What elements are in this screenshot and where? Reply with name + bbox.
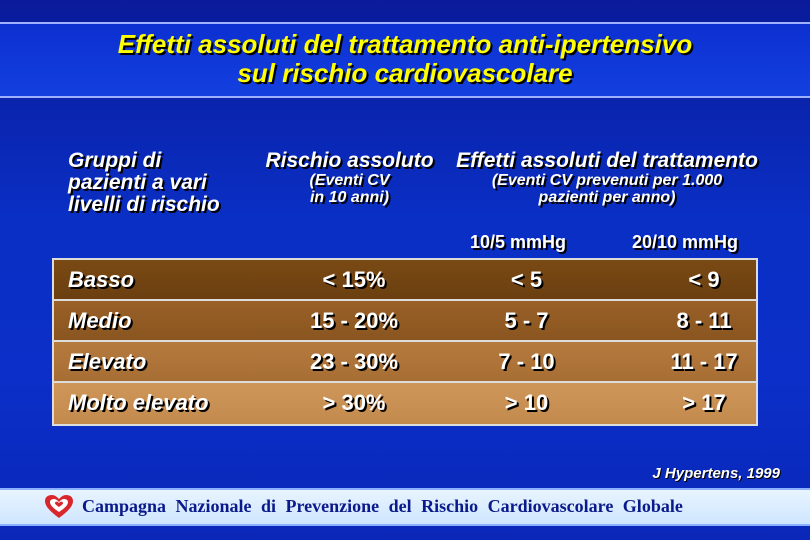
header-risk-title: Rischio assoluto [265, 149, 434, 172]
cell-group: Elevato [68, 349, 147, 374]
header-groups-line: livelli di rischio [68, 193, 220, 216]
header-groups-line: pazienti a vari [68, 171, 207, 194]
cell-effect-10-5: > 10 [504, 390, 549, 415]
cell-effect-20-10: 8 - 11 [676, 308, 732, 333]
header-effects-sub: pazienti per anno) [538, 189, 676, 206]
table-row [54, 383, 756, 424]
header-risk-sub: in 10 anni) [309, 189, 390, 206]
results-table [52, 258, 758, 426]
header-effects [442, 150, 772, 206]
page-title [0, 30, 810, 88]
header-risk [262, 150, 437, 206]
header-groups-line: Gruppi di [68, 149, 162, 172]
cell-risk: < 15% [322, 267, 386, 292]
cell-risk: > 30% [322, 390, 386, 415]
subcolumn-10-5: 10/5 mmHg [470, 232, 567, 252]
cell-group: Basso [68, 267, 135, 292]
header-groups [68, 150, 258, 216]
cell-risk: 23 - 30% [309, 349, 399, 374]
cell-effect-10-5: 5 - 7 [504, 308, 549, 333]
footer-band [0, 488, 810, 526]
footer-campaign-text: Campagna Nazionale di Prevenzione del Rischio Cardiovascolare Globale [82, 496, 683, 516]
cell-risk: 15 - 20% [309, 308, 399, 333]
cell-effect-20-10: > 17 [682, 390, 726, 415]
subcolumn-20-10: 20/10 mmHg [632, 232, 739, 252]
table-row [54, 342, 756, 383]
title-line-1: Effetti assoluti del trattamento anti-ipertensivo [117, 29, 693, 59]
header-effects-title: Effetti assoluti del trattamento [456, 149, 758, 172]
cell-group: Molto elevato [68, 390, 209, 415]
title-line-2: sul rischio cardiovascolare [237, 58, 573, 88]
heart-logo-icon [44, 494, 74, 520]
table-row [54, 301, 756, 342]
header-effects-sub: (Eventi CV prevenuti per 1.000 [491, 172, 723, 189]
cell-effect-20-10: < 9 [688, 267, 720, 292]
header-risk-sub: (Eventi CV [309, 172, 390, 189]
source-citation: J Hypertens, 1999 [652, 465, 780, 482]
table-row [54, 260, 756, 301]
cell-effect-10-5: 7 - 10 [498, 349, 555, 374]
cell-effect-20-10: 11 - 17 [670, 349, 738, 374]
cell-group: Medio [68, 308, 132, 333]
cell-effect-10-5: < 5 [510, 267, 543, 292]
